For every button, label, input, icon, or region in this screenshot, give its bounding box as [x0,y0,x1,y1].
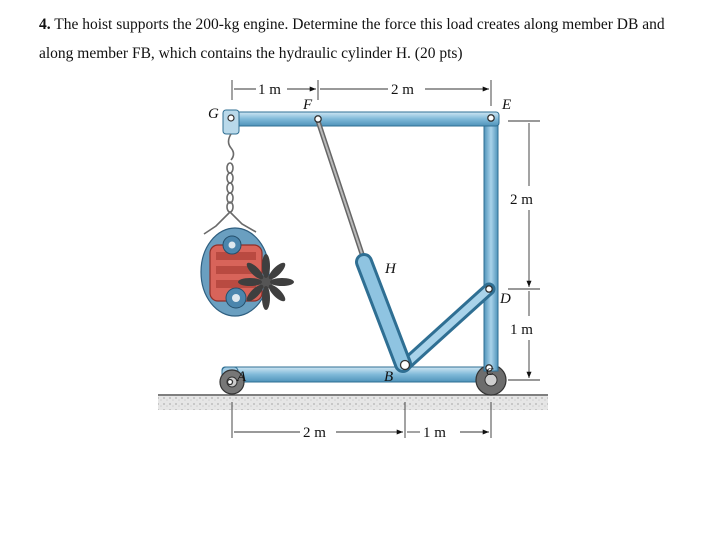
boom-member [225,112,499,126]
label-h: H [385,261,396,277]
dim-bottom-ab: 2 m [303,425,326,441]
hook-bracket [223,110,239,134]
dim-right-ed: 2 m [510,192,533,208]
base-member [222,367,498,391]
label-a: A [237,369,247,385]
dim-top-fe: 2 m [391,82,414,98]
chain [204,134,256,234]
problem-text: The hoist supports the 200-kg engine. Determine the force this load creates along member DB and along member FB, which contains the hydraulic cylinder H. (20 pts) [39,16,665,62]
label-g: G [208,106,219,122]
pin-b [401,361,410,370]
post-member [484,113,498,371]
label-e: E [502,97,512,113]
problem-number: 4. [39,16,51,33]
pin-f [315,116,321,122]
pin-d [486,286,492,292]
pin-e [488,115,494,121]
right-dimensions [508,121,540,380]
label-d: D [500,291,511,307]
pin-a [228,380,233,385]
dim-bottom-bc: 1 m [423,425,446,441]
member-db [405,289,489,365]
label-c: C [486,366,494,378]
dim-top-gf: 1 m [258,82,281,98]
member-fb-hydraulic [318,121,403,364]
label-b: B [384,369,394,385]
label-f: F [303,97,313,113]
engine [201,228,294,316]
dim-right-dc: 1 m [510,322,533,338]
ground [158,395,548,410]
